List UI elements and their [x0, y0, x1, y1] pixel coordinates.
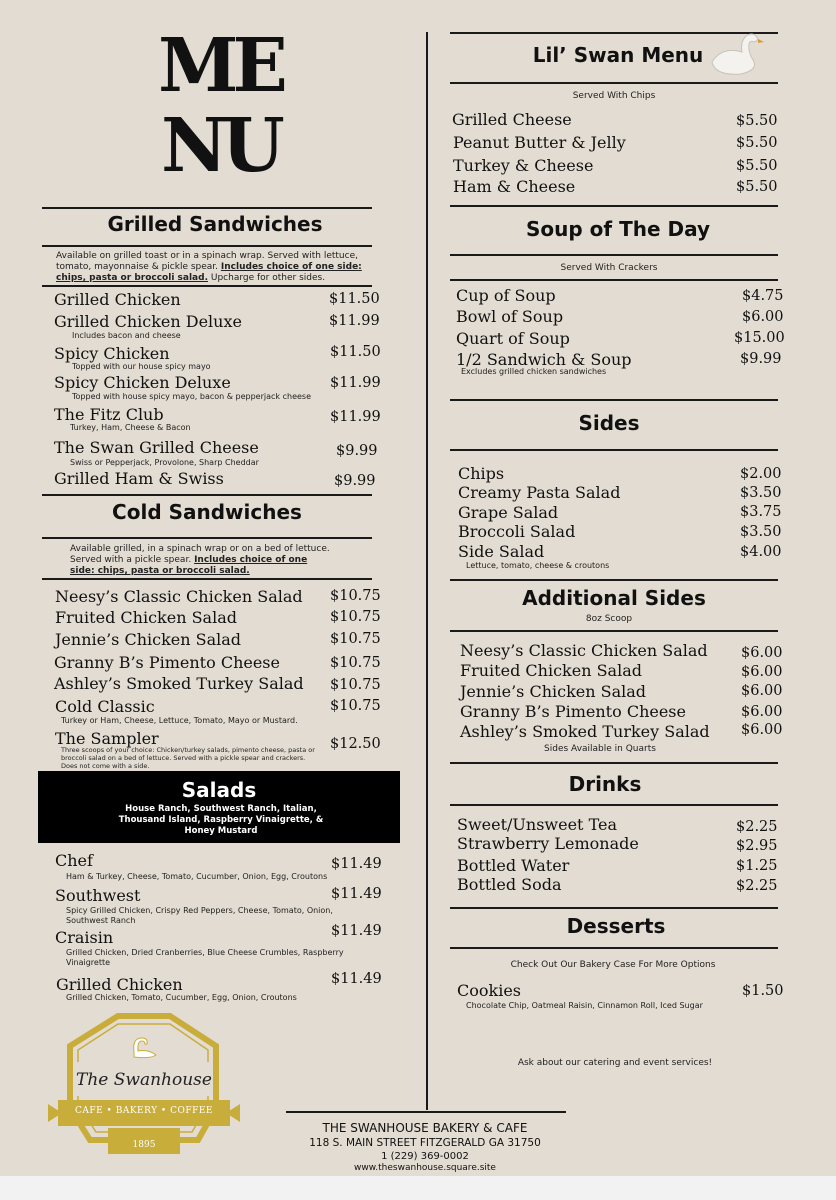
- menu-item-description: Three scoops of your choice: Chicken/turkey salads, pimento cheese, pasta or broccoli salad on a bed of lettuce. Served with a pickle spear and crackers. Does not come with a side.: [61, 746, 315, 770]
- menu-item-price: $11.50: [330, 344, 381, 360]
- menu-item-name: Neesy’s Classic Chicken Salad: [55, 587, 303, 606]
- lilswan-note: Served With Chips: [572, 91, 656, 101]
- sides-top-rule: [450, 399, 778, 401]
- menu-item-price: $11.49: [331, 971, 382, 987]
- menu-item-name: Neesy’s Classic Chicken Salad: [460, 641, 708, 660]
- sides-bottom-rule: [450, 449, 778, 451]
- footer-rule: [286, 1111, 566, 1113]
- menu-title-line1: ME: [158, 23, 282, 109]
- menu-item-price: $3.50: [740, 524, 782, 540]
- menu-item-name: Cup of Soup: [456, 286, 556, 305]
- menu-item-name: Quart of Soup: [456, 329, 570, 348]
- cold-top-rule: [42, 494, 372, 496]
- footer-website: www.theswanhouse.square.site: [354, 1163, 496, 1173]
- menu-item-name: Ashley’s Smoked Turkey Salad: [460, 722, 710, 741]
- menu-item-price: $10.75: [330, 588, 381, 604]
- menu-item-price: $5.50: [736, 158, 778, 174]
- menu-item-description: Excludes grilled chicken sandwiches: [461, 367, 607, 376]
- menu-item-price: $11.99: [329, 313, 380, 329]
- logo-year: 1895: [132, 1140, 156, 1150]
- lilswan-bottom-rule: [450, 82, 778, 84]
- menu-item-name: Bottled Soda: [457, 875, 562, 894]
- menu-item-price: $9.99: [336, 443, 378, 459]
- cold-heading: Cold Sandwiches: [112, 500, 302, 524]
- menu-item-name: Bowl of Soup: [456, 307, 564, 326]
- grilled-note-rule: [42, 285, 372, 287]
- menu-item-name: Grilled Chicken: [54, 290, 181, 309]
- menu-item-name: The Fitz Club: [54, 405, 164, 424]
- menu-title: [142, 23, 299, 189]
- menu-item-description: Grilled Chicken, Dried Cranberries, Blue Cheese Crumbles, Raspberry Vinaigrette: [66, 948, 344, 967]
- menu-item-name: Strawberry Lemonade: [457, 834, 639, 853]
- menu-item-price: $11.49: [331, 856, 382, 872]
- drinks-top-rule: [450, 762, 778, 764]
- menu-item-description: Includes bacon and cheese: [72, 331, 181, 340]
- menu-item-description: Topped with house spicy mayo, bacon & pepperjack cheese: [72, 392, 311, 401]
- menu-item-name: Spicy Chicken: [54, 344, 170, 363]
- desserts-top-rule: [450, 907, 778, 909]
- menu-item-price: $11.49: [331, 886, 382, 902]
- soup-bottom-rule: [450, 254, 778, 256]
- menu-item-price: $4.75: [742, 288, 784, 304]
- menu-item-price: $15.00: [734, 330, 785, 346]
- menu-item-price: $2.25: [736, 878, 778, 894]
- menu-item-name: Chef: [55, 851, 93, 870]
- menu-item-name: Cookies: [457, 981, 521, 1000]
- soup-note-rule: [450, 279, 778, 281]
- menu-item-name: Bottled Water: [457, 856, 570, 875]
- grilled-note-bold: Includes choice of one side: chips, pasta or broccoli salad.: [56, 262, 362, 283]
- menu-item-name: The Sampler: [55, 729, 159, 748]
- logo-ribbon: CAFE • BAKERY • COFFEE: [74, 1106, 213, 1116]
- menu-item-price: $6.00: [741, 722, 783, 738]
- cold-note-plain: Available grilled, in a spinach wrap or on a bed of lettuce. Served with a pickle spear.: [70, 544, 330, 565]
- menu-item-description: Spicy Grilled Chicken, Crispy Red Peppers, Cheese, Tomato, Onion, Southwest Ranch: [66, 906, 333, 925]
- soup-heading: Soup of The Day: [526, 217, 710, 241]
- menu-item-name: Fruited Chicken Salad: [55, 608, 237, 627]
- menu-item-name: Spicy Chicken Deluxe: [54, 373, 231, 392]
- menu-item-name: Granny B’s Pimento Cheese: [460, 702, 686, 721]
- grilled-heading: Grilled Sandwiches: [107, 212, 323, 236]
- grilled-note-plain: Available on grilled toast or in a spinach wrap. Served with lettuce, tomato, mayonnaise & pickle spear.: [56, 251, 358, 272]
- lilswan-heading: Lil’ Swan Menu: [532, 43, 704, 67]
- menu-item-name: Creamy Pasta Salad: [458, 483, 621, 502]
- menu-item-description: Swiss or Pepperjack, Provolone, Sharp Cheddar: [70, 458, 259, 467]
- menu-item-name: Granny B’s Pimento Cheese: [54, 653, 280, 672]
- menu-item-price: $6.00: [741, 704, 783, 720]
- salads-heading: Salads: [181, 778, 257, 802]
- menu-item-price: $6.00: [742, 309, 784, 325]
- menu-item-price: $12.50: [330, 736, 381, 752]
- additional-note: 8oz Scoop: [585, 614, 633, 624]
- menu-item-description: Turkey or Ham, Cheese, Lettuce, Tomato, Mayo or Mustard.: [61, 716, 298, 725]
- footer-address: 118 S. MAIN STREET FITZGERALD GA 31750: [309, 1137, 541, 1149]
- menu-item-name: Ham & Cheese: [453, 177, 576, 196]
- menu-item-price: $5.50: [736, 113, 778, 129]
- swanhouse-logo: [48, 1012, 240, 1172]
- menu-item-price: $5.50: [736, 179, 778, 195]
- menu-item-name: Fruited Chicken Salad: [460, 661, 642, 680]
- menu-item-description: Lettuce, tomato, cheese & croutons: [466, 561, 610, 570]
- menu-item-name: Chips: [458, 464, 505, 483]
- desserts-bottom-rule: [450, 947, 778, 949]
- desserts-note: Check Out Our Bakery Case For More Options: [510, 960, 716, 970]
- menu-item-name: 1/2 Sandwich & Soup: [456, 350, 632, 369]
- additional-bottom-rule: [450, 630, 778, 632]
- swan-icon: [706, 32, 768, 78]
- cold-note: [70, 544, 330, 577]
- menu-item-price: $2.25: [736, 819, 778, 835]
- menu-item-name: Cold Classic: [55, 697, 155, 716]
- menu-item-name: Jennie’s Chicken Salad: [55, 630, 242, 649]
- cold-bottom-rule: [42, 537, 372, 539]
- menu-item-name: Sweet/Unsweet Tea: [457, 815, 617, 834]
- menu-item-price: $3.50: [740, 485, 782, 501]
- menu-item-name: Side Salad: [458, 542, 545, 561]
- menu-item-price: $2.00: [740, 466, 782, 482]
- menu-item-name: Grilled Chicken: [56, 975, 183, 994]
- menu-item-name: Broccoli Salad: [458, 522, 576, 541]
- drinks-bottom-rule: [450, 804, 778, 806]
- menu-item-price: $4.00: [740, 544, 782, 560]
- menu-item-description: Grilled Chicken, Tomato, Cucumber, Egg, Onion, Croutons: [66, 993, 297, 1002]
- menu-item-name: Turkey & Cheese: [453, 156, 594, 175]
- soup-note: Served With Crackers: [560, 263, 658, 273]
- menu-item-price: $10.75: [330, 698, 381, 714]
- menu-item-price: $3.75: [740, 504, 782, 520]
- center-divider: [426, 32, 428, 1110]
- menu-item-price: $9.99: [740, 351, 782, 367]
- menu-item-name: Craisin: [55, 928, 114, 947]
- menu-item-price: $6.00: [741, 683, 783, 699]
- menu-item-price: $11.99: [330, 409, 381, 425]
- salads-banner: [38, 771, 400, 843]
- grilled-note-tail: Upcharge for other sides.: [210, 273, 326, 283]
- menu-item-description: Turkey, Ham, Cheese & Bacon: [70, 423, 191, 432]
- menu-item-price: $9.99: [334, 473, 376, 489]
- salads-dressings: House Ranch, Southwest Ranch, Italian, Thousand Island, Raspberry Vinaigrette, & Honey Mustard: [118, 804, 324, 836]
- menu-item-price: $2.95: [736, 838, 778, 854]
- additional-top-rule: [450, 579, 778, 581]
- menu-item-price: $10.75: [330, 655, 381, 671]
- cold-note-rule: [42, 578, 372, 580]
- menu-item-price: $1.25: [736, 858, 778, 874]
- menu-item-price: $11.49: [331, 923, 382, 939]
- menu-item-name: Grilled Cheese: [452, 110, 572, 129]
- menu-item-price: $11.99: [330, 375, 381, 391]
- menu-item-name: Southwest: [55, 886, 141, 905]
- menu-title-line2: NU: [161, 103, 279, 189]
- menu-item-description: Ham & Turkey, Cheese, Tomato, Cucumber, Onion, Egg, Croutons: [66, 872, 328, 881]
- desserts-heading: Desserts: [566, 914, 666, 938]
- menu-item-name: Grape Salad: [458, 503, 559, 522]
- drinks-heading: Drinks: [568, 772, 642, 796]
- soup-top-rule: [450, 205, 778, 207]
- menu-item-description: Chocolate Chip, Oatmeal Raisin, Cinnamon Roll, Iced Sugar: [466, 1001, 703, 1010]
- menu-item-price: $5.50: [736, 135, 778, 151]
- menu-item-price: $6.00: [741, 664, 783, 680]
- grilled-top-rule: [42, 207, 372, 209]
- menu-item-price: $1.50: [742, 983, 784, 999]
- footer-phone: 1 (229) 369-0002: [381, 1151, 469, 1162]
- menu-item-name: Jennie’s Chicken Salad: [460, 682, 647, 701]
- footer-name: THE SWANHOUSE BAKERY & CAFE: [322, 1121, 528, 1135]
- menu-item-price: $10.75: [330, 631, 381, 647]
- cold-note-bold: Includes choice of one side: chips, pasta or broccoli salad.: [70, 555, 308, 576]
- additional-heading: Additional Sides: [522, 586, 706, 610]
- sides-heading: Sides: [578, 411, 640, 435]
- grilled-note: [56, 251, 376, 284]
- grilled-bottom-rule: [42, 245, 372, 247]
- menu-item-price: $6.00: [741, 645, 783, 661]
- menu-item-name: The Swan Grilled Cheese: [54, 438, 259, 457]
- menu-item-name: Grilled Ham & Swiss: [54, 469, 224, 488]
- menu-item-name: Grilled Chicken Deluxe: [54, 312, 242, 331]
- menu-item-price: $10.75: [330, 609, 381, 625]
- menu-item-price: $11.50: [329, 291, 380, 307]
- catering-note: Ask about our catering and event services!: [517, 1058, 713, 1068]
- menu-item-description: Topped with our house spicy mayo: [72, 362, 211, 371]
- logo-name: The Swanhouse: [76, 1070, 212, 1090]
- menu-item-name: Ashley’s Smoked Turkey Salad: [54, 674, 304, 693]
- menu-item-price: $10.75: [330, 677, 381, 693]
- additional-footnote: Sides Available in Quarts: [544, 744, 656, 754]
- menu-item-name: Peanut Butter & Jelly: [453, 133, 626, 152]
